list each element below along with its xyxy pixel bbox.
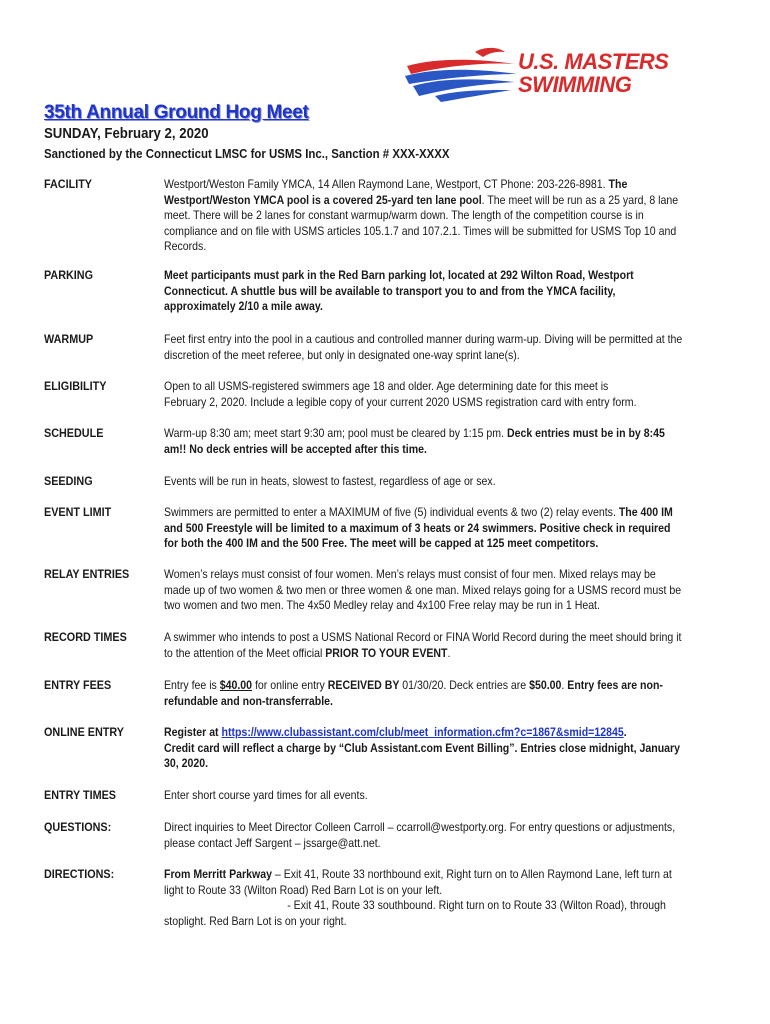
section-label: RECORD TIMES [44,630,127,644]
section-label: ENTRY FEES [44,678,112,692]
section-text: Westport/Weston Family YMCA, 14 Allen Raymond Lane, Westport, CT Phone: 203-226-8981. The Westport/Weston YMCA pool is a covered 25-yard ten lane pool. The meet will be run as a 25 yard, 8 lane meet. There will be 2 lanes for constant warmup/warm down. The length of the competition course is in compliance and on file with USMS articles 105.1.7 and 107.2.1. Times will be submitted for USMS Top 10 and Records. [164,177,679,254]
section-label: QUESTIONS: [44,820,112,834]
section-label: ELIGIBILITY [44,379,107,393]
section-label: FACILITY [44,177,93,191]
section-label: DIRECTIONS: [44,867,115,881]
registration-link[interactable]: https://www.clubassistant.com/club/meet_information.cfm?c=1867&smid=12845 [221,725,624,739]
section-text: A swimmer who intends to post a USMS National Record or FINA World Record during the meet should bring it to the attention of the Meet official PRIOR TO YOUR EVENT. [164,630,682,660]
section-text: Women’s relays must consist of four women. Men’s relays must consist of four men. Mixed relays may be made up of two women & two men or three women & one man. Mixed relays going for a USMS record must be two women and two men. The 4x50 Medley relay and 4x100 Free relay may be run in 1 Heat. [164,567,682,613]
section-label: WARMUP [44,332,94,346]
usms-logo [405,44,685,102]
section-label: EVENT LIMIT [44,505,112,519]
section-label: SEEDING [44,474,93,488]
page-title: 35th Annual Ground Hog Meet [44,102,309,123]
section-text: Swimmers are permitted to enter a MAXIMUM of five (5) individual events & two (2) relay events. The 400 IM and 500 Freestyle will be limited to a maximum of 3 heats or 24 swimmers. Positive check in required for both the 400 IM and the 500 Free. The meet will be capped at 125 meet competitors. [164,505,673,551]
section-text: Warm-up 8:30 am; meet start 9:30 am; pool must be cleared by 1:15 pm. Deck entries must be in by 8:45 am!! No deck entries will be accepted after this time. [164,426,665,456]
section-text: Events will be run in heats, slowest to fastest, regardless of age or sex. [164,474,496,488]
logo-wordmark-line1: U.S. MASTERS [518,49,669,74]
section-label: ENTRY TIMES [44,788,117,802]
section-label: RELAY ENTRIES [44,567,130,581]
section-text: Open to all USMS-registered swimmers age 18 and older. Age determining date for this meet is February 2, 2020. Include a legible copy of your current 2020 USMS registration card with entry form. [164,379,637,409]
sanction-line: Sanctioned by the Connecticut LMSC for USMS Inc., Sanction # XXX-XXXX [44,146,450,161]
section-text: From Merritt Parkway – Exit 41, Route 33 northbound exit, Right turn on to Allen Raymond Lane, left turn at light to Route 33 (Wilton Road) Red Barn Lot is on your left. - Exit 41, Route 33 southbound. Right turn on to Route 33 (Wilton Road), through stoplight. Red Barn Lot is on your right. [164,867,672,928]
section-label: PARKING [44,268,94,282]
swimmer-wave-icon [405,44,525,102]
logo-wordmark-line2: SWIMMING [518,72,632,97]
section-text: Meet participants must park in the Red Barn parking lot, located at 292 Wilton Road, Westport Connecticut. A shuttle bus will be available to transport you to and from the YMCA facility, approximately 2/10 a mile away. [164,268,634,314]
meet-date: SUNDAY, February 2, 2020 [44,125,209,142]
section-label: SCHEDULE [44,426,104,440]
section-text: Entry fee is $40.00 for online entry RECEIVED BY 01/30/20. Deck entries are $50.00. Entry fees are non- refundable and non-transferrable. [164,678,663,708]
section-text: Feet first entry into the pool in a cautious and controlled manner during warm-up. Diving will be permitted at the discretion of the meet referee, but only in designated one-way sprint lane(s). [164,332,683,362]
section-label: ONLINE ENTRY [44,725,125,739]
section-text: Register at https://www.clubassistant.com/club/meet_information.cfm?c=1867&smid=12845. Credit card will reflect a charge by “Club Assistant.com Event Billing”. Entries close midnight, January 30, 2020. [164,725,681,771]
section-text: Direct inquiries to Meet Director Colleen Carroll – ccarroll@westporty.org. For entry questions or adjustments, please contact Jeff Sargent – jssarge@att.net. [164,820,676,850]
section-text: Enter short course yard times for all events. [164,788,368,802]
